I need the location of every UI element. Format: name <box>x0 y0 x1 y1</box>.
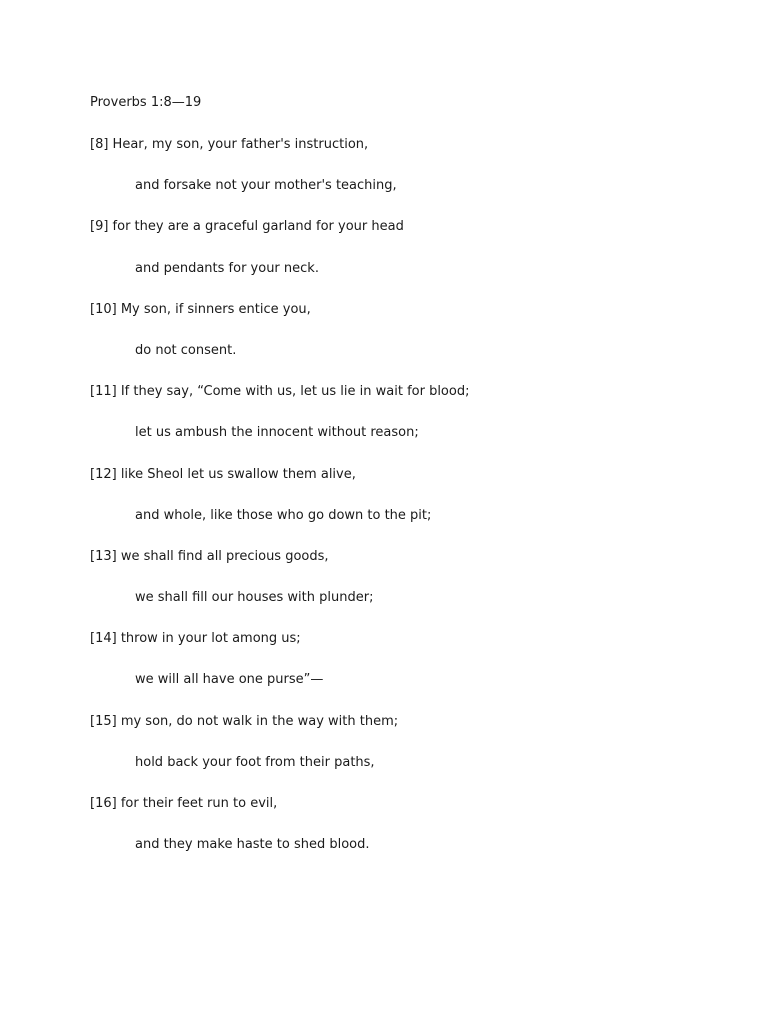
verse-line: [15] my son, do not walk in the way with them; <box>90 713 399 729</box>
verse-line: [12] like Sheol let us swallow them alive, <box>90 466 356 482</box>
verse-line: [14] throw in your lot among us; <box>90 631 301 647</box>
verse-line: [16] for their feet run to evil, <box>90 796 278 811</box>
verse-line-continuation: and they make haste to shed blood. <box>135 837 370 853</box>
verse-line: [10] My son, if sinners entice you, <box>90 301 311 317</box>
verse-line-continuation: we will all have one purse”— <box>135 672 324 688</box>
document-title: Proverbs 1:8—19 <box>90 95 202 110</box>
verse-line-continuation: do not consent. <box>135 342 237 358</box>
verse-lines <box>90 135 730 876</box>
verse-line-continuation: and pendants for your neck. <box>135 260 319 276</box>
verse-line: [13] we shall find all precious goods, <box>90 548 329 564</box>
verse-line: [11] If they say, “Come with us, let us lie in wait for blood; <box>90 384 470 400</box>
verse-line: [8] Hear, my son, your father's instruction, <box>90 137 369 152</box>
verse-line-continuation: and whole, like those who go down to the pit; <box>135 507 432 523</box>
verse-line-continuation: and forsake not your mother's teaching, <box>135 178 397 194</box>
verse-line: [9] for they are a graceful garland for your head <box>90 219 404 235</box>
verse-line-continuation: we shall fill our houses with plunder; <box>135 590 374 606</box>
verse-line-continuation: let us ambush the innocent without reason; <box>135 425 419 441</box>
verse-line-continuation: hold back your foot from their paths, <box>135 754 375 770</box>
